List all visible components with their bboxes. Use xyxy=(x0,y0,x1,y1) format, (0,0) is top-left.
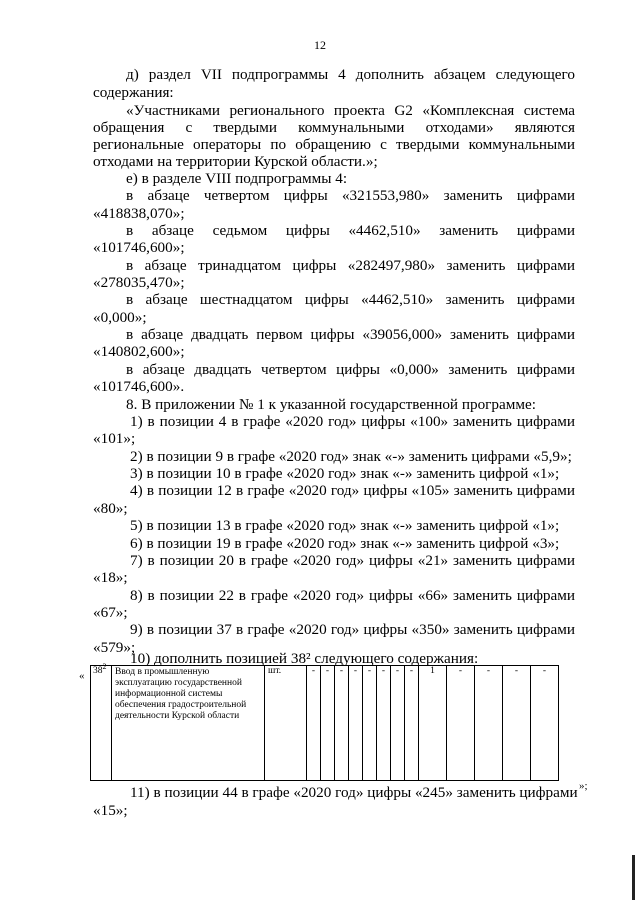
page-number: 12 xyxy=(314,38,326,52)
text-line: «278035,470»; xyxy=(93,274,185,291)
text-line: 3) в позиции 10 в графе «2020 год» знак «-» заменить цифрой «1»; xyxy=(130,465,560,482)
table-close-quote: »; xyxy=(579,780,588,792)
text-line: «101746,600». xyxy=(93,378,185,395)
table-open-quote: « xyxy=(79,670,85,682)
text-line: в абзаце шестнадцатом цифры «4462,510» заменить цифрами xyxy=(126,291,575,308)
text-line: е) в разделе VIII подпрограммы 4: xyxy=(126,170,348,187)
position-number-cell xyxy=(91,661,112,781)
text-line: 6) в позиции 19 в графе «2020 год» знак «-» заменить цифрой «3»; xyxy=(130,535,560,552)
value-cell-2020: 1 xyxy=(419,666,447,781)
unit-cell: шт. xyxy=(265,666,307,781)
value-cell: - xyxy=(531,666,559,781)
text-line: региональные операторы по обращению с твердыми коммунальными xyxy=(93,136,575,153)
text-line: «18»; xyxy=(93,569,128,586)
scan-edge-mark xyxy=(632,855,635,900)
text-line: 2) в позиции 9 в графе «2020 год» знак «-» заменить цифрами «5,9»; xyxy=(130,448,572,465)
text-line: 8. В приложении № 1 к указанной государственной программе: xyxy=(126,396,536,413)
value-cell: - xyxy=(447,666,475,781)
text-line: отходами на территории Курской области.»; xyxy=(93,153,378,170)
text-line: «Участниками регионального проекта G2 «Комплексная система xyxy=(126,102,575,119)
value-cell: - xyxy=(475,666,503,781)
text-line: «80»; xyxy=(93,500,128,517)
text-line: «67»; xyxy=(93,604,128,621)
text-line: в абзаце двадцать четвертом цифры «0,000» заменить цифрами xyxy=(126,361,575,378)
text-line: 10) дополнить позицией 38² следующего содержания: xyxy=(130,650,479,667)
text-line: в абзаце четвертом цифры «321553,980» заменить цифрами xyxy=(126,187,575,204)
text-line: в абзаце двадцать первом цифры «39056,000» заменить цифрами xyxy=(126,326,575,343)
indicator-name-cell: Ввод в промышленную эксплуатацию государственной информационной системы обеспечения градостроительной деятельности Курской области xyxy=(112,666,265,781)
text-line: «418838,070»; xyxy=(93,205,185,222)
text-line: 1) в позиции 4 в графе «2020 год» цифры «100» заменить цифрами xyxy=(130,413,575,430)
value-cell: - xyxy=(391,666,405,781)
position-number-sup: 2 xyxy=(102,661,107,671)
text-line: в абзаце тринадцатом цифры «282497,980» заменить цифрами xyxy=(126,257,575,274)
text-line: «140802,600»; xyxy=(93,343,185,360)
text-line: обращения с твердыми коммунальными отходами» являются xyxy=(93,119,575,136)
value-cell: - xyxy=(335,666,349,781)
position-table xyxy=(90,661,559,781)
text-line: «579»; xyxy=(93,639,136,656)
value-cell: - xyxy=(363,666,377,781)
position-number: 38 xyxy=(93,666,103,676)
text-line: 9) в позиции 37 в графе «2020 год» цифры «350» заменить цифрами xyxy=(130,621,575,638)
value-cell: - xyxy=(307,666,321,781)
text-line: 8) в позиции 22 в графе «2020 год» цифры «66» заменить цифрами xyxy=(130,587,575,604)
text-line: в абзаце седьмом цифры «4462,510» заменить цифрами xyxy=(126,222,575,239)
value-cell: - xyxy=(349,666,363,781)
text-line: «101746,600»; xyxy=(93,239,185,256)
text-line: д) раздел VII подпрограммы 4 дополнить абзацем следующего xyxy=(126,66,575,83)
value-cell: - xyxy=(377,666,391,781)
text-line: «15»; xyxy=(93,802,128,819)
text-line: 7) в позиции 20 в графе «2020 год» цифры «21» заменить цифрами xyxy=(130,552,575,569)
value-cell: - xyxy=(503,666,531,781)
text-line: 11) в позиции 44 в графе «2020 год» цифры «245» заменить цифрами xyxy=(130,784,578,801)
text-line: «101»; xyxy=(93,430,136,447)
text-line: «0,000»; xyxy=(93,309,147,326)
text-line: 4) в позиции 12 в графе «2020 год» цифры «105» заменить цифрами xyxy=(130,482,575,499)
text-line: содержания: xyxy=(93,84,174,101)
value-cell: - xyxy=(405,666,419,781)
text-line: 5) в позиции 13 в графе «2020 год» знак «-» заменить цифрой «1»; xyxy=(130,517,560,534)
value-cell: - xyxy=(321,666,335,781)
table-row xyxy=(91,666,559,781)
